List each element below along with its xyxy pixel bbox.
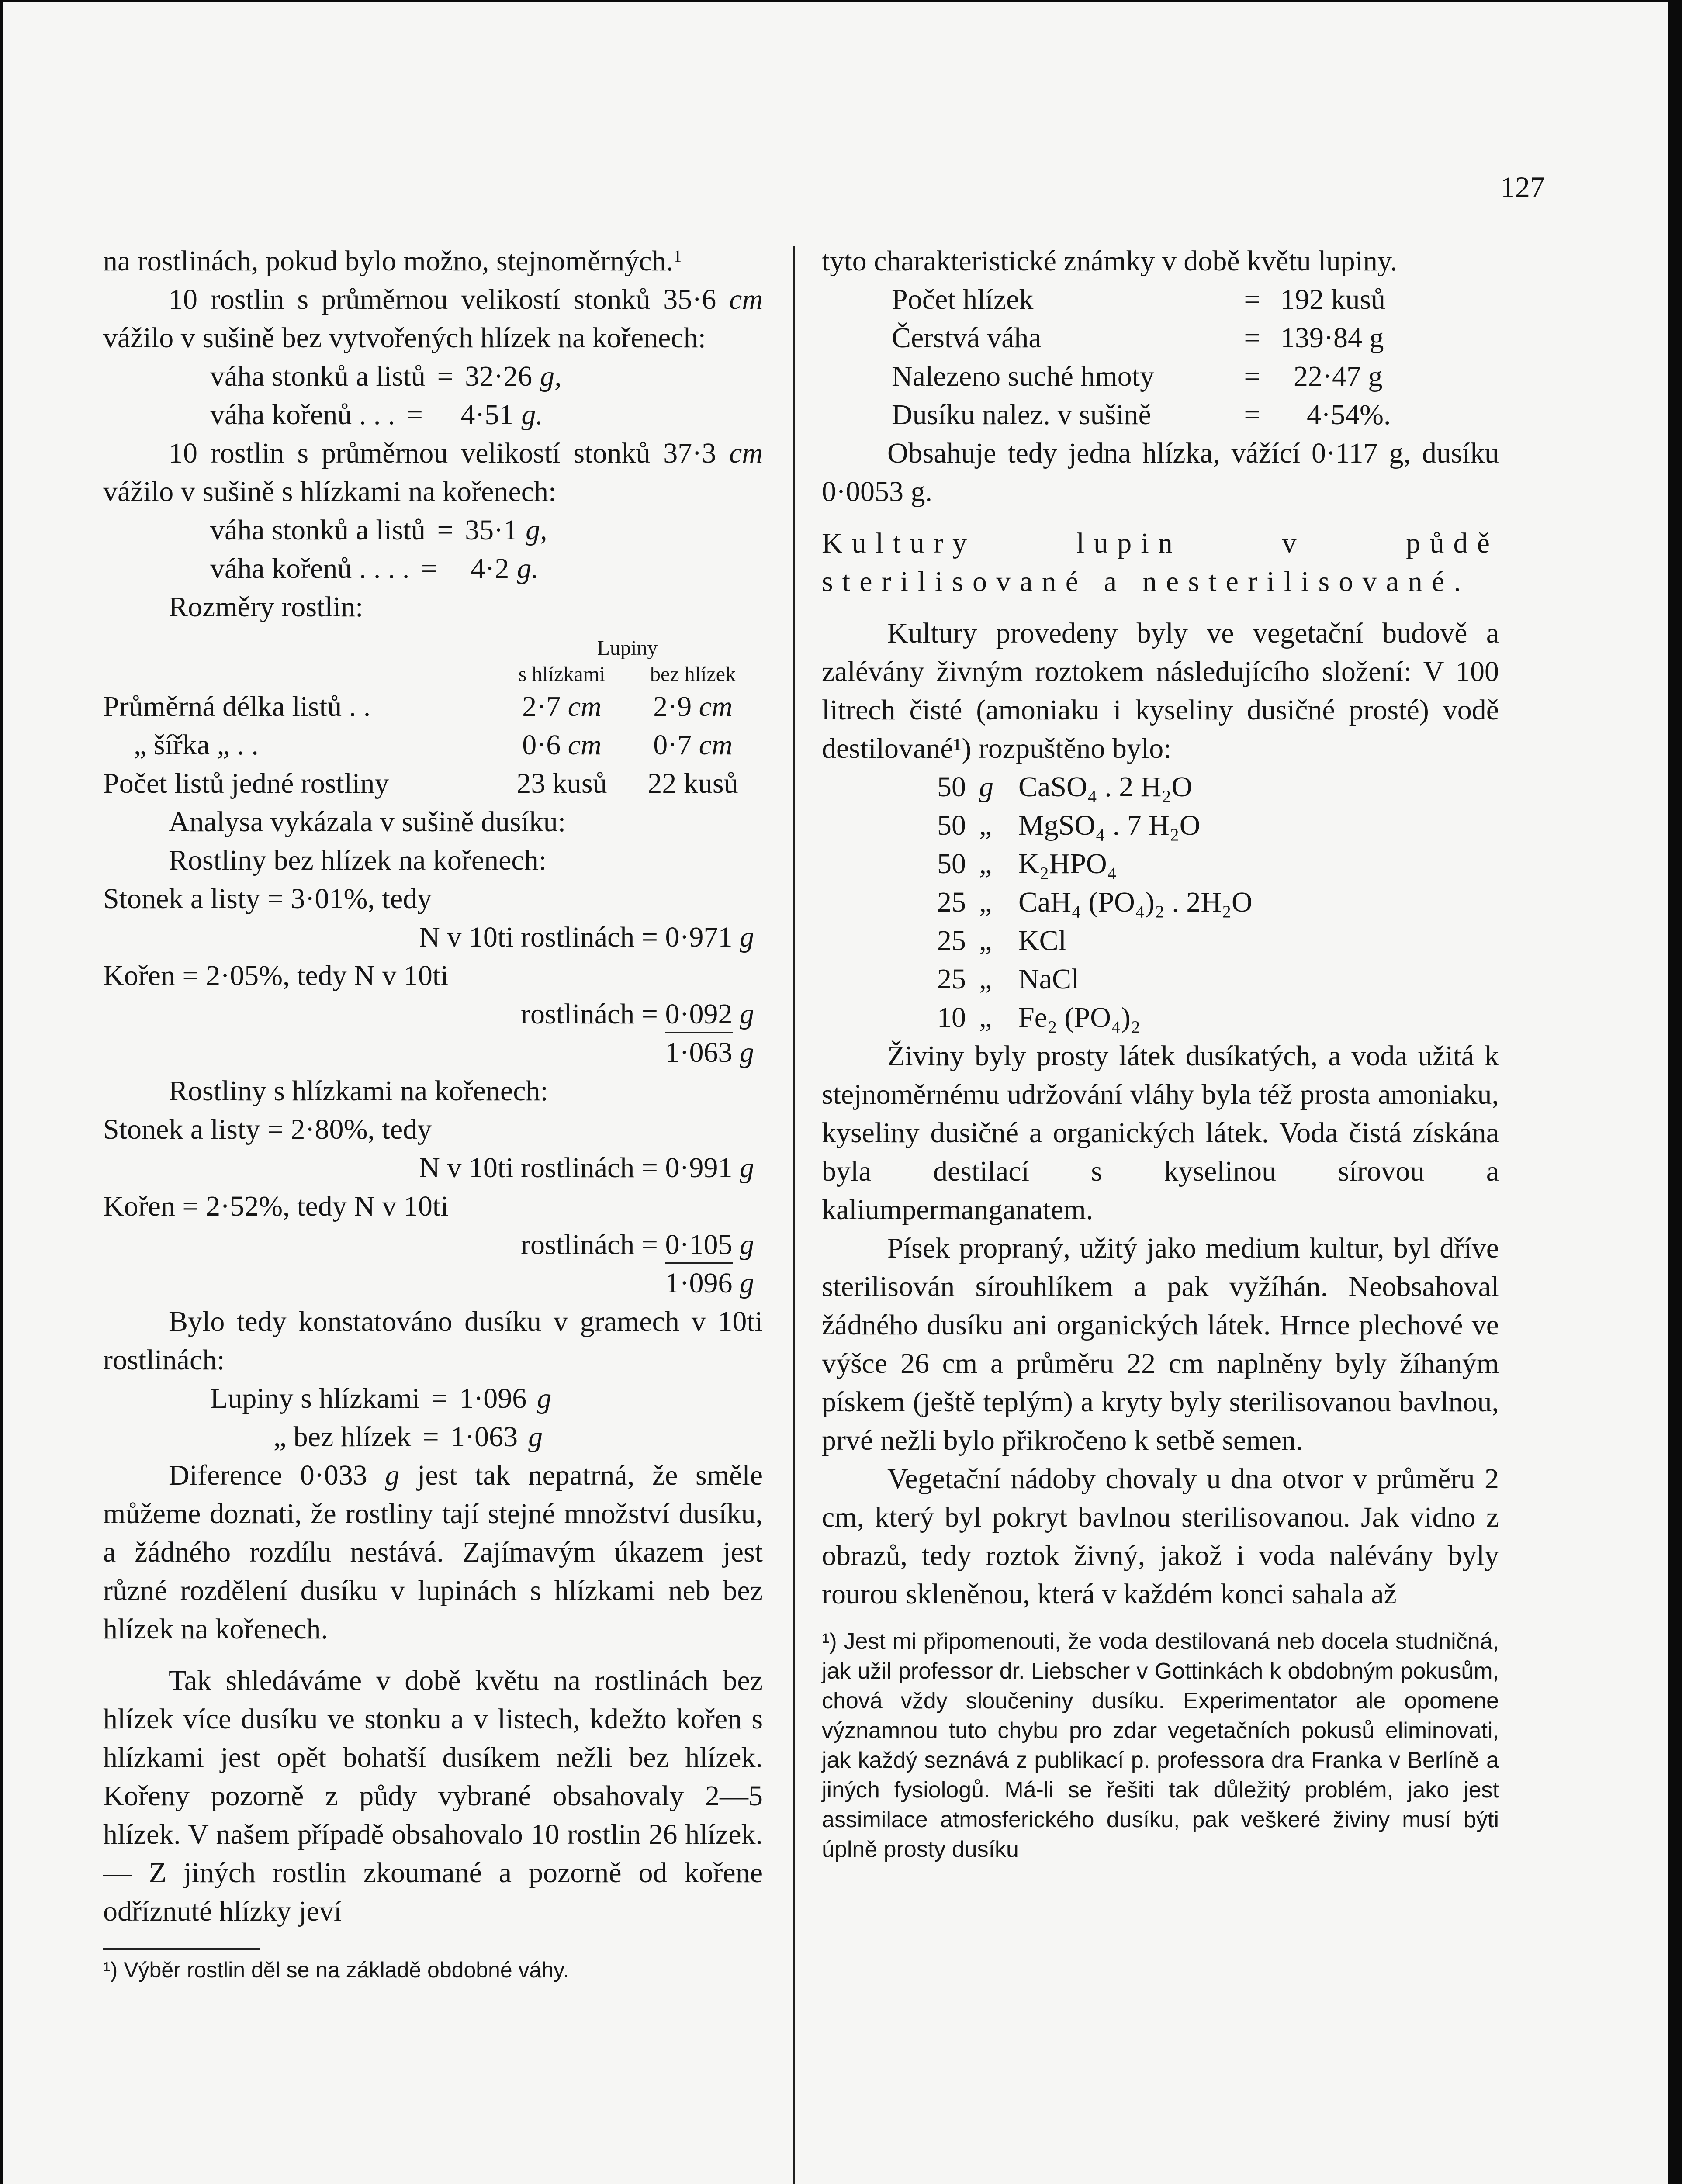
stat-label: Počet hlízek	[892, 283, 1034, 315]
paragraph	[103, 242, 763, 280]
table-header: Lupiny	[597, 636, 658, 660]
salt-compound: NaCl	[1018, 963, 1080, 995]
equals-sign: =	[437, 514, 453, 546]
paragraph: Vegetační nádoby chovaly u dna otvor v průměru 2 cm, který byl pokryt bavlnou sterilisovanou. Jak vidno z obrazů, tedy roztok živný, jakož i voda nalévány byly rourou skleněnou, která v každém konci sahala až	[822, 1463, 1499, 1610]
calc-text: N v 10ti rostlinách = 0·991	[419, 1152, 733, 1184]
table-cell	[627, 764, 758, 803]
weight-row	[210, 549, 763, 588]
weight-unit: g.	[521, 399, 543, 431]
weight-value: 32·26	[465, 360, 533, 392]
stat-row	[892, 319, 1499, 357]
salt-compound: KCl	[1018, 925, 1067, 957]
footnote: ¹) Výběr rostlin děl se na základě obdobné váhy.	[103, 1958, 569, 1982]
salt-list	[822, 768, 1499, 1037]
sum-label: Lupiny s hlízkami	[210, 1382, 420, 1414]
sum-value: 1·063	[450, 1421, 518, 1453]
sum-unit: g	[537, 1382, 552, 1414]
table-cell: Průměrná délka listů . .	[103, 691, 371, 722]
cell-value: 23 kusů	[516, 767, 607, 799]
equals-sign: =	[421, 553, 437, 584]
right-column	[822, 242, 1499, 1864]
equals-sign: =	[431, 1382, 448, 1414]
text-span: vážilo v sušině bez vytvořených hlízek na kořenech:	[103, 322, 706, 354]
salt-amount: 50	[937, 809, 966, 841]
calc-line	[103, 918, 763, 957]
column-divider	[793, 246, 795, 2184]
sum-row	[210, 1379, 763, 1418]
salt-amount: 50	[937, 848, 966, 880]
text-span: cm	[729, 283, 763, 315]
weight-unit: g,	[526, 514, 547, 546]
calc-line	[103, 1149, 763, 1187]
cell-unit: cm	[568, 729, 602, 761]
calc-total	[103, 1033, 763, 1072]
salt-amount: 25	[937, 886, 966, 918]
sum-value: 1·096	[459, 1382, 527, 1414]
calc-unit: g	[740, 1267, 754, 1299]
salt-unit: „	[979, 848, 992, 880]
calc-text: rostlinách =	[521, 998, 665, 1030]
table-header: bez hlízek	[650, 663, 736, 686]
paragraph: tyto charakteristické známky v době květu lupiny.	[822, 245, 1398, 277]
table-cell	[627, 688, 758, 726]
weight-unit: g.	[517, 553, 539, 584]
stat-row	[892, 357, 1499, 396]
salt-amount: 25	[937, 925, 966, 957]
text-span: 10 rostlin s průměrnou velikostí stonků	[169, 437, 651, 469]
page-number: 127	[1500, 170, 1545, 204]
paragraph: Živiny byly prosty látek dusíkatých, a voda užitá k stejnoměrnému udržování vláhy byla též prosta amoniaku, kyseliny dusičné a organických látek. Voda čistá získána byla destilací s kyselinou sírovou a kaliumpermanganatem.	[822, 1040, 1499, 1226]
calc-value: 0·105	[665, 1227, 733, 1264]
paragraph-text: na rostlinách, pokud bylo možno, stejnoměrných.	[103, 245, 674, 277]
text-span: jest tak nepatrná, že směle můžeme doznati, že rostliny tají stejné množství dusíku, a žádného rozdílu nestává. Zajímavým úkazem jest různé rozdělení dusíku v lupinách s hlízkami neb bez hlízek na kořenech.	[103, 1459, 763, 1645]
text-unit: g	[385, 1459, 400, 1491]
paragraph: Obsahuje tedy jedna hlízka, vážící 0·117 g, dusíku 0·0053 g.	[822, 437, 1499, 508]
sum-label: „ bez hlízek	[273, 1421, 412, 1453]
salt-unit: „	[979, 809, 992, 841]
table-cell	[496, 688, 627, 726]
table-cell	[627, 726, 758, 764]
salt-compound: CaSO₄ . 2 H₂O	[1018, 771, 1193, 803]
weight-row	[210, 396, 763, 434]
scan-edge	[1668, 0, 1682, 2184]
equals-sign: =	[406, 399, 423, 431]
cell-value: 2·7	[522, 691, 561, 722]
salt-compound: K₂HPO₄	[1018, 848, 1117, 880]
calc-text: rostlinách =	[521, 1229, 665, 1261]
salt-unit: „	[979, 1002, 992, 1033]
text-span: Diference 0·033	[169, 1459, 367, 1491]
salt-amount: 50	[937, 771, 966, 803]
equals-sign: =	[422, 1421, 439, 1453]
calc-value: 1·096	[665, 1267, 733, 1299]
footnote-rule	[103, 1948, 260, 1950]
calc-unit: g	[740, 1037, 754, 1068]
paragraph: Bylo tedy konstatováno dusíku v gramech v 10ti rostlinách:	[103, 1306, 763, 1376]
footnote-marker: 1	[673, 246, 682, 266]
text-span: 37·3	[663, 437, 716, 469]
salt-amount: 25	[937, 963, 966, 995]
footnote: ¹) Jest mi připomenouti, že voda destilovaná neb docela studničná, jak užil professor dr. Liebscher v Gottinkách k obdobným pokusům, chová vždy sloučeniny dusíku. Experimentator ale opomene významnou tuto chybu pro zdar vegetačních pokusů eliminovati, jak každý seznává z publikací p. professora dra Franka v Berlíně a jiných fysiologů. Má-li se řešiti tak důležitý problém, jako jest assimilace atmosferického dusíku, pak veškeré živiny musí býti úplně prosty dusíku	[822, 1629, 1499, 1862]
salt-unit: „	[979, 963, 992, 995]
calc-line	[103, 995, 763, 1033]
calc-total	[103, 1264, 763, 1303]
calc-unit: g	[740, 1152, 754, 1184]
paragraph	[103, 1456, 763, 1648]
stat-row	[892, 396, 1499, 434]
table-header: s hlízkami	[518, 663, 606, 686]
equals-sign: =	[437, 360, 453, 392]
weight-label: váha kořenů . . .	[210, 399, 395, 431]
paragraph: Tak shledáváme v době květu na rostlinách bez hlízek více dusíku ve stonku a v listech, kdežto kořen s hlízkami jest opět bohatší dusíkem nežli bez hlízek. Kořeny pozorně z půdy vybrané obsahovaly 2—5 hlízek. V našem případě obsahovalo 10 rostlin 26 hlízek. — Z jiných rostlin zkoumané a pozorně od kořene odříznuté hlízky jeví	[103, 1665, 763, 1927]
calc-unit: g	[740, 998, 754, 1030]
table-cell	[496, 726, 627, 764]
text-span: cm	[729, 437, 763, 469]
equals-sign: =	[1244, 322, 1260, 354]
paragraph	[103, 434, 763, 511]
section-title: Rostliny bez hlízek na kořenech:	[169, 844, 547, 876]
salt-amount: 10	[937, 1002, 966, 1033]
calc-line	[103, 1226, 763, 1264]
stat-label: Dusíku nalez. v sušině	[892, 399, 1151, 431]
cell-value: 2·9	[653, 691, 692, 722]
table-cell	[496, 764, 627, 803]
stat-label: Nalezeno suché hmoty	[892, 360, 1155, 392]
text-span: vážilo v sušině s hlízkami na kořenech:	[103, 476, 557, 508]
salt-compound: Fe₂ (PO₄)₂	[1018, 1002, 1141, 1033]
dims-table	[103, 626, 763, 803]
salt-unit: „	[979, 925, 992, 957]
analysis-line: Analysa vykázala v sušině dusíku:	[169, 806, 566, 838]
text-span: 35·6	[663, 283, 716, 315]
salt-compound: MgSO₄ . 7 H₂O	[1018, 809, 1201, 841]
cell-unit: cm	[699, 729, 733, 761]
cell-unit: cm	[699, 691, 733, 722]
dims-title: Rozměry rostlin:	[169, 591, 363, 623]
calc-line: Kořen = 2·05%, tedy N v 10ti	[103, 960, 449, 992]
weight-row	[210, 357, 763, 396]
equals-sign: =	[1244, 360, 1260, 392]
paragraph: Písek propraný, užitý jako medium kultur, byl dříve sterilisován sírouhlíkem a pak vyžíhán. Neobsahoval žádného dusíku ani organických látek. Hrnce plechové ve výšce 26 cm a průměru 22 cm naplněny byly žíhaným pískem (ještě teplým) a kryty byly sterilisovanou bavlnou, prvé nežli bylo přikročeno k setbě semen.	[822, 1232, 1499, 1456]
cell-value: 0·6	[522, 729, 561, 761]
table-cell: Počet listů jedné rostliny	[103, 767, 389, 799]
cell-value: 22 kusů	[647, 767, 738, 799]
calc-unit: g	[740, 1229, 754, 1261]
calc-line: Kořen = 2·52%, tedy N v 10ti	[103, 1190, 449, 1222]
cell-unit: cm	[568, 691, 602, 722]
weight-row	[210, 511, 763, 549]
calc-text: N v 10ti rostlinách = 0·971	[419, 921, 733, 953]
weight-unit: g,	[540, 360, 562, 392]
left-column	[103, 242, 763, 1986]
calc-value: 1·063	[665, 1037, 733, 1068]
paragraph	[103, 280, 763, 357]
stat-value: 4·54%.	[1307, 399, 1391, 431]
stat-row	[892, 280, 1499, 319]
stat-value: 22·47 g	[1294, 360, 1383, 392]
weight-value: 4·2	[471, 553, 509, 584]
equals-sign: =	[1244, 399, 1260, 431]
weight-value: 35·1	[465, 514, 518, 546]
stat-value: 139·84 g	[1281, 322, 1384, 354]
calc-line: Stonek a listy = 2·80%, tedy	[103, 1113, 432, 1145]
calc-unit: g	[740, 921, 754, 953]
salt-unit: g	[979, 771, 993, 803]
section-heading: Kultury lupin v půdě sterilisované a nesterilisované.	[822, 527, 1499, 598]
weight-value: 4·51	[460, 399, 514, 431]
weight-label: váha stonků a listů	[210, 360, 426, 392]
weight-label: váha stonků a listů	[210, 514, 426, 546]
stat-value: 192 kusů	[1281, 283, 1386, 315]
equals-sign: =	[1244, 283, 1260, 315]
sum-row	[273, 1418, 763, 1456]
paragraph: Kultury provedeny byly ve vegetační budově a zalévány živným roztokem následujícího složení: V 100 litrech čisté (amoniaku i kyseliny dusičné prosté) vodě destilované¹) rozpuštěno bylo:	[822, 617, 1499, 764]
weight-label: váha kořenů . . . .	[210, 553, 410, 584]
cell-value: 0·7	[653, 729, 692, 761]
table-cell: „ šířka „ . .	[134, 729, 259, 761]
calc-value: 0·092	[665, 997, 733, 1033]
salt-compound: CaH₄ (PO₄)₂ . 2H₂O	[1018, 886, 1253, 918]
section-title: Rostliny s hlízkami na kořenech:	[169, 1075, 548, 1107]
page	[3, 2, 1668, 2184]
sum-unit: g	[528, 1421, 543, 1453]
tuber-stats	[892, 280, 1499, 434]
salt-unit: „	[979, 886, 992, 918]
text-span: 10 rostlin s průměrnou velikostí stonků	[169, 283, 651, 315]
stat-label: Čerstvá váha	[892, 322, 1042, 354]
calc-line: Stonek a listy = 3·01%, tedy	[103, 883, 432, 915]
